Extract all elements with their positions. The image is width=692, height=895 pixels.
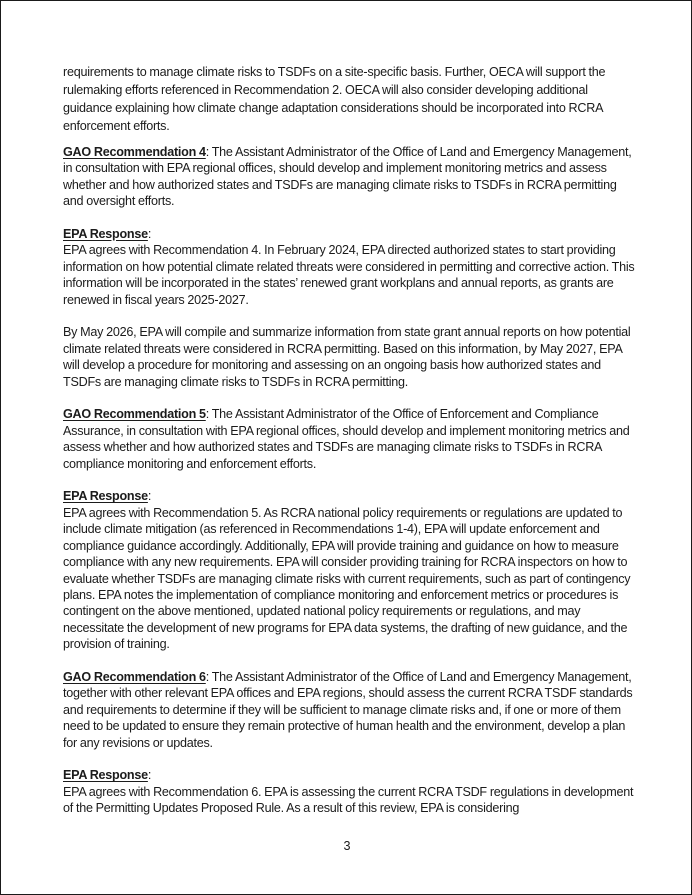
- recommendation-4-text: The Assistant Administrator of the Office of Land and Emergency Management, in consultation with EPA regional offices, should develop and implement monitoring metrics and assess whether and how authorized states and TSDFs are managing climate risks to TSDFs in RCRA permitting and oversight efforts.: [63, 145, 632, 209]
- recommendation-5-colon: :: [205, 407, 210, 422]
- recommendation-6-text: The Assistant Administrator of the Office of Land and Emergency Management, together with other relevant EPA offices and EPA regions, should assess the current RCRA TSDF standards and requirements to determine if they will be sufficient to manage climate risks and, if one or more of them need to be updated to ensure they remain protective of human health and the environment, develop a plan for any revisions or updates.: [63, 669, 633, 750]
- paragraph-spacer: [63, 308, 635, 324]
- response-6-heading: EPA Response: [63, 768, 148, 783]
- recommendation-4-colon: :: [205, 145, 210, 159]
- response-6-heading-line: [63, 767, 635, 783]
- page-content: [63, 63, 635, 817]
- recommendation-6-heading: GAO Recommendation 6: [63, 669, 206, 684]
- response-5-paragraph-1: EPA agrees with Recommendation 5. As RCRA national policy requirements or regulations are updated to include climate mitigation (as referenced in Recommendations 1-4), EPA will update enforcement and compliance guidance accordingly. Additionally, EPA will provide training and guidance on how to measure compliance with any new requirements. EPA will consider providing training for RCRA inspectors on how to evaluate whether TSDFs are managing climate risks with current requirements, such as part of contingency plans. EPA notes the implementation of compliance monitoring and enforcement metrics or procedures is contingent on the above mentioned, updated national policy requirements or regulations, and may necessitate the development of new programs for EPA data systems, the drafting of new guidance, and the provision of training.: [63, 505, 631, 652]
- response-6-colon: :: [147, 768, 152, 783]
- response-4-heading: EPA Response: [63, 227, 148, 242]
- intro-paragraph: requirements to manage climate risks to TSDFs on a site-specific basis. Further, OECA will support the rulemaking efforts referenced in Recommendation 2. OECA will also consider developing additional guidance explaining how climate change adaptation considerations should be incorporated into RCRA enforcement efforts.: [63, 65, 606, 133]
- response-4-paragraph-1: EPA agrees with Recommendation 4. In February 2024, EPA directed authorized states to start providing information on how potential climate related threats were considered in permitting and corrective action. This information will be incorporated in the states’ renewed grant workplans and annual reports, as grants are renewed in fiscal years 2025-2027.: [63, 243, 635, 307]
- response-4-colon: :: [147, 227, 152, 242]
- recommendation-5: [63, 406, 635, 472]
- recommendation-6-colon: :: [205, 669, 210, 684]
- response-5-heading: EPA Response: [63, 489, 148, 504]
- response-6-paragraph-1: EPA agrees with Recommendation 6. EPA is assessing the current RCRA TSDF regulations in development of the Permitting Updates Proposed Rule. As a result of this review, EPA is considering: [63, 784, 634, 816]
- response-5-heading-line: [63, 488, 635, 504]
- recommendation-4: [63, 144, 635, 210]
- recommendation-5-heading: GAO Recommendation 5: [63, 407, 206, 422]
- paragraph-spacer: [63, 472, 635, 488]
- page-number: 3: [343, 839, 351, 853]
- paragraph-spacer: [63, 135, 635, 144]
- paragraph-spacer: [63, 653, 635, 669]
- recommendation-5-text: The Assistant Administrator of the Office of Enforcement and Compliance Assurance, in consultation with EPA regional offices, should develop and implement monitoring metrics and assess whether and how authorized states and TSDFs are managing climate risks to TSDFs in RCRA compliance monitoring and enforcement efforts.: [63, 407, 630, 471]
- paragraph-spacer: [63, 390, 635, 406]
- recommendation-6: [63, 669, 635, 751]
- response-5-colon: :: [147, 489, 152, 504]
- paragraph-spacer: [63, 751, 635, 767]
- response-4-paragraph-2: By May 2026, EPA will compile and summarize information from state grant annual reports on how potential climate related threats were considered in RCRA permitting. Based on this information, by May 2027, EPA will develop a procedure for monitoring and assessing on an ongoing basis how authorized states and TSDFs are managing climate risks to TSDFs in RCRA permitting.: [63, 325, 631, 389]
- response-4-heading-line: [63, 226, 635, 242]
- paragraph-spacer: [63, 210, 635, 226]
- recommendation-4-heading: GAO Recommendation 4: [63, 145, 206, 159]
